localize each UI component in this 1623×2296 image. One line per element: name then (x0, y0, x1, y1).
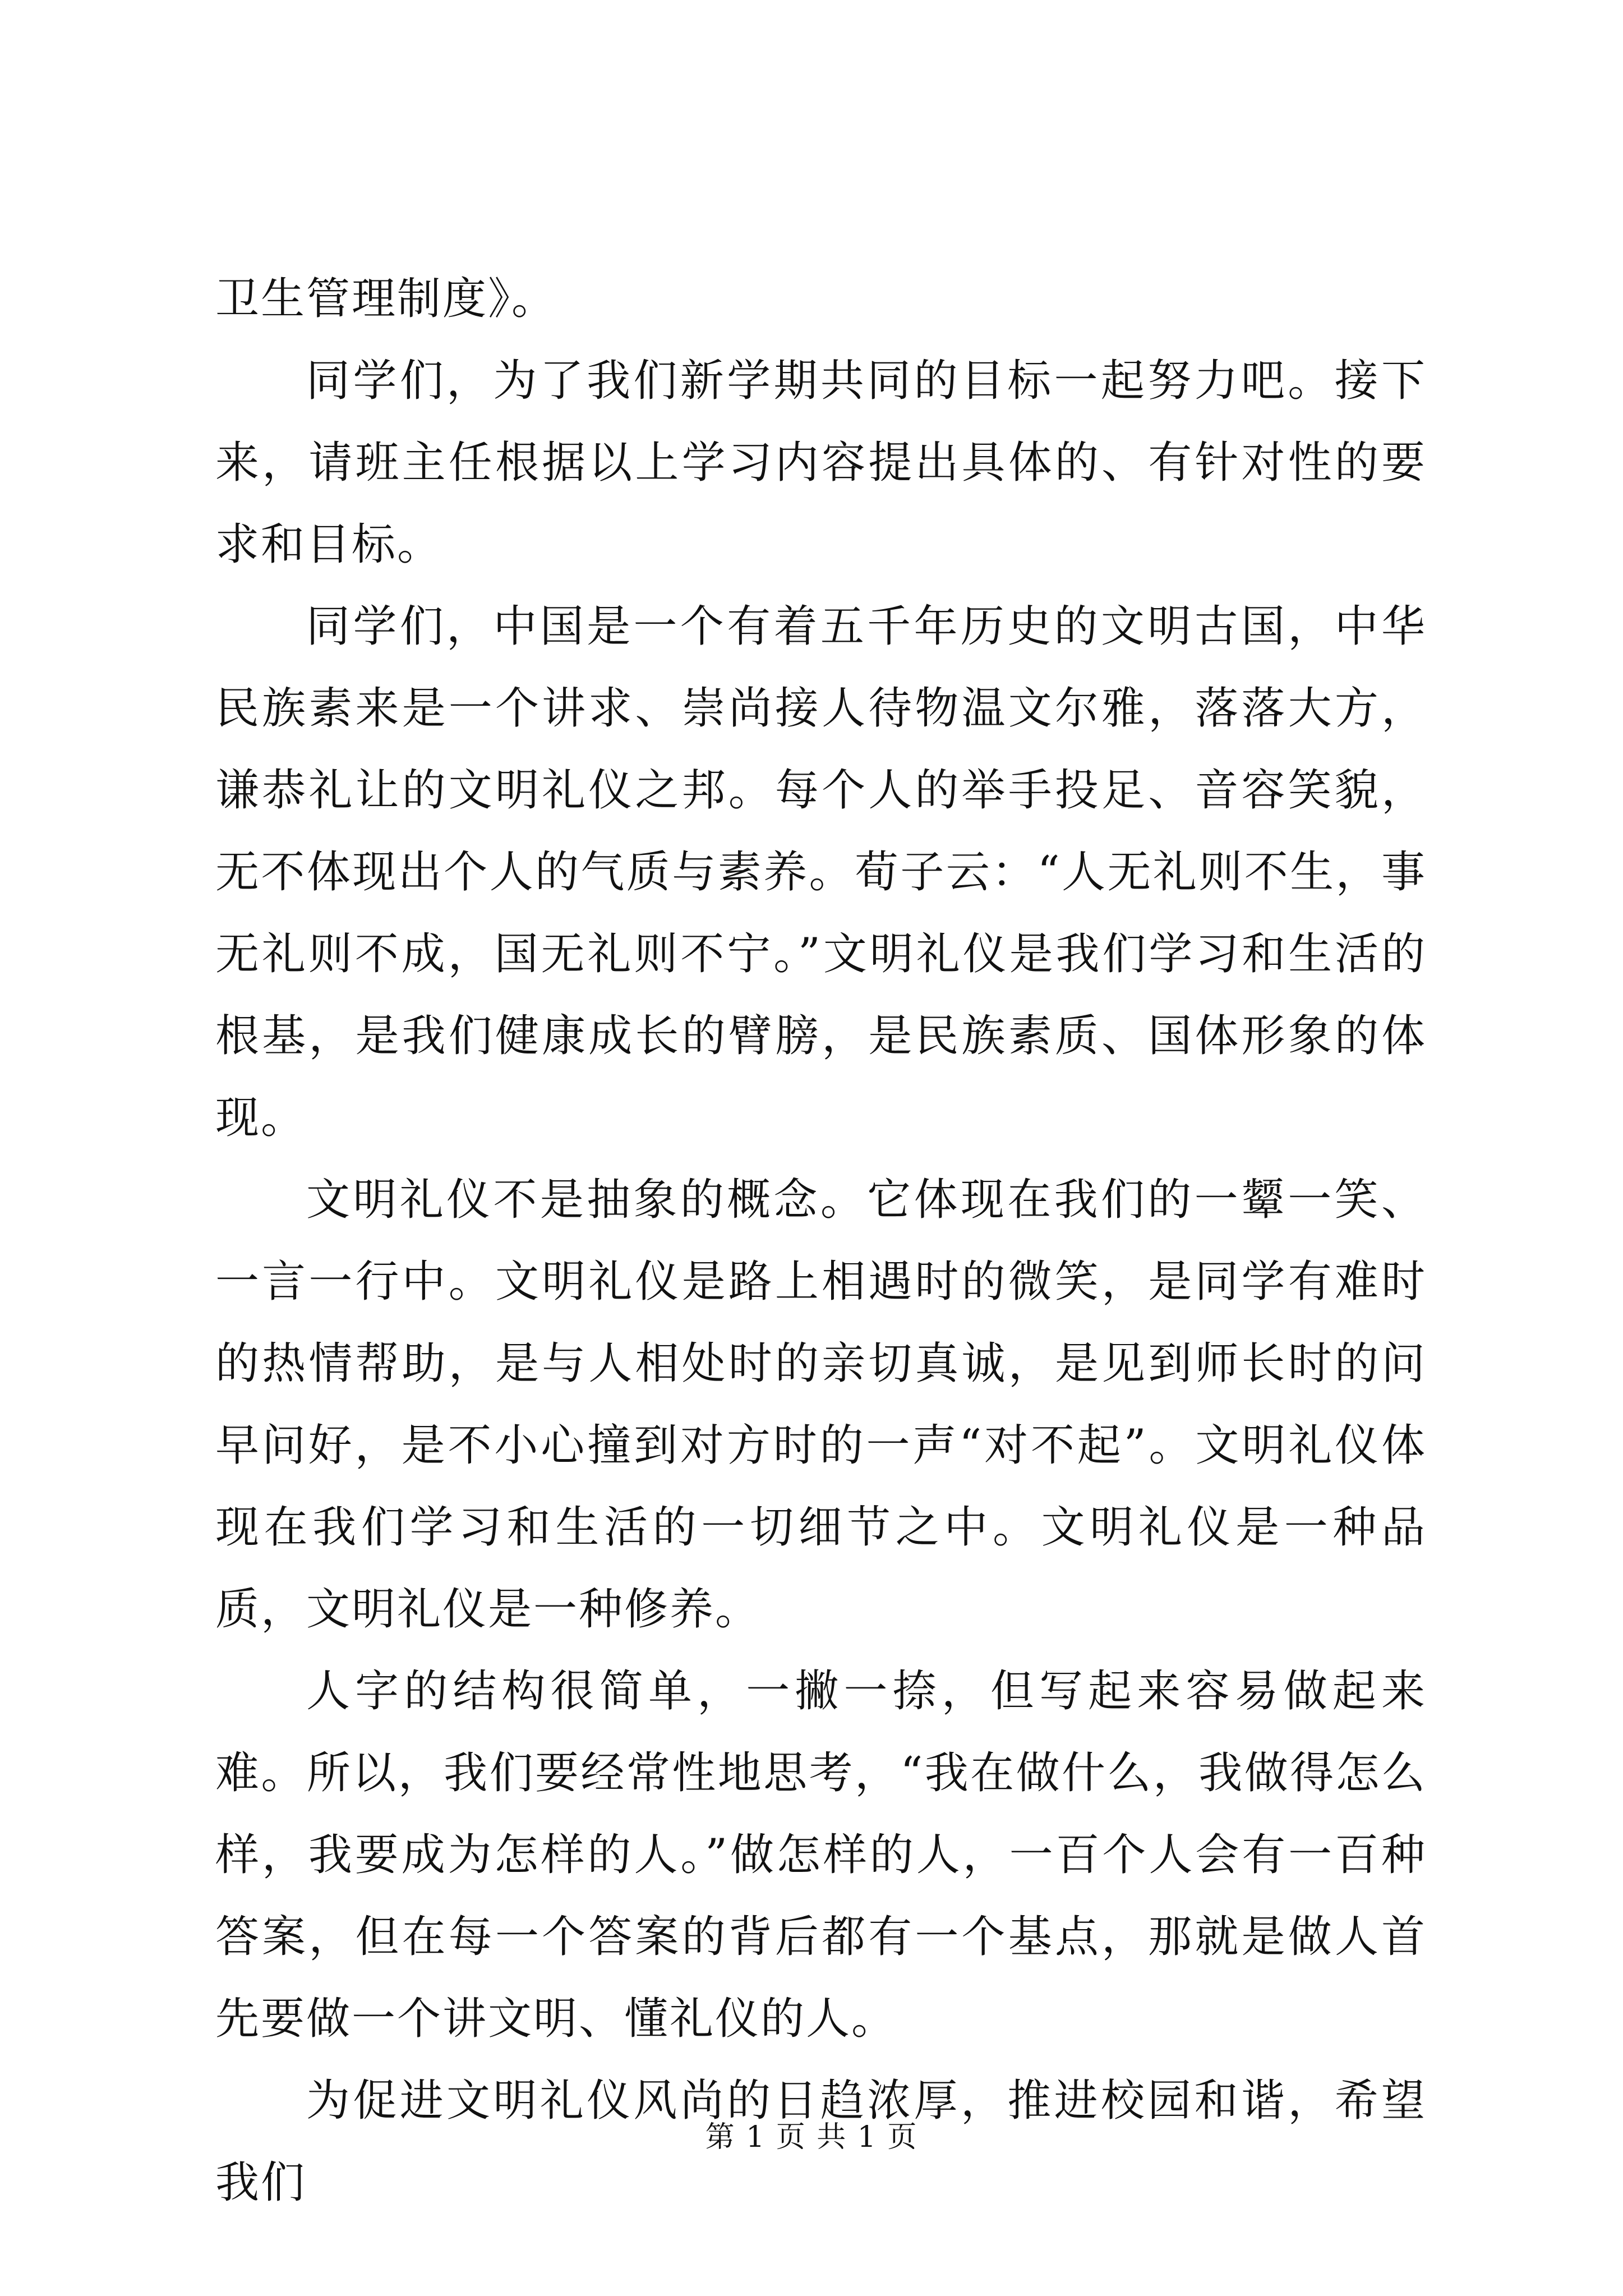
paragraph-continuation: 卫生管理制度》。 (215, 274, 557, 324)
paragraph: 人字的结构很简单，一撇一捺，但写起来容易做起来难。所以，我们要经常性地思考，“我在做什么，我做得怎么样，我要成为怎样的人。”做怎样的人，一百个人会有一百种答案，但在每一个答案的背后都有一个基点，那就是做人首先要做一个讲文明、懂礼仪的人。 (215, 1666, 1427, 2044)
paragraph: 同学们，中国是一个有着五千年历史的文明古国，中华民族素来是一个讲求、崇尚接人待物温文尔雅，落落大方，谦恭礼让的文明礼仪之邦。每个人的举手投足、音容笑貌，无不体现出个人的气质与素养。荀子云：“人无礼则不生，事无礼则不成，国无礼则不宁。”文明礼仪是我们学习和生活的根基，是我们健康成长的臂膀，是民族素质、国体形象的体现。 (215, 601, 1427, 1143)
page-number-footer: 第 1 页 共 1 页 (705, 2120, 918, 2154)
paragraph: 为促进文明礼仪风尚的日趋浓厚，推进校园和谐，希望我们 (215, 2076, 1427, 2208)
paragraph: 文明礼仪不是抽象的概念。它体现在我们的一颦一笑、一言一行中。文明礼仪是路上相遇时的微笑，是同学有难时的热情帮助，是与人相处时的亲切真诚，是见到师长时的问早问好，是不小心撞到对方时的一声“对不起”。文明礼仪体现在我们学习和生活的一切细节之中。文明礼仪是一种品质，文明礼仪是一种修养。 (215, 1175, 1427, 1635)
document-body (215, 258, 1427, 2224)
paragraph: 同学们，为了我们新学期共同的目标一起努力吧。接下来，请班主任根据以上学习内容提出具体的、有针对性的要求和目标。 (215, 356, 1427, 570)
